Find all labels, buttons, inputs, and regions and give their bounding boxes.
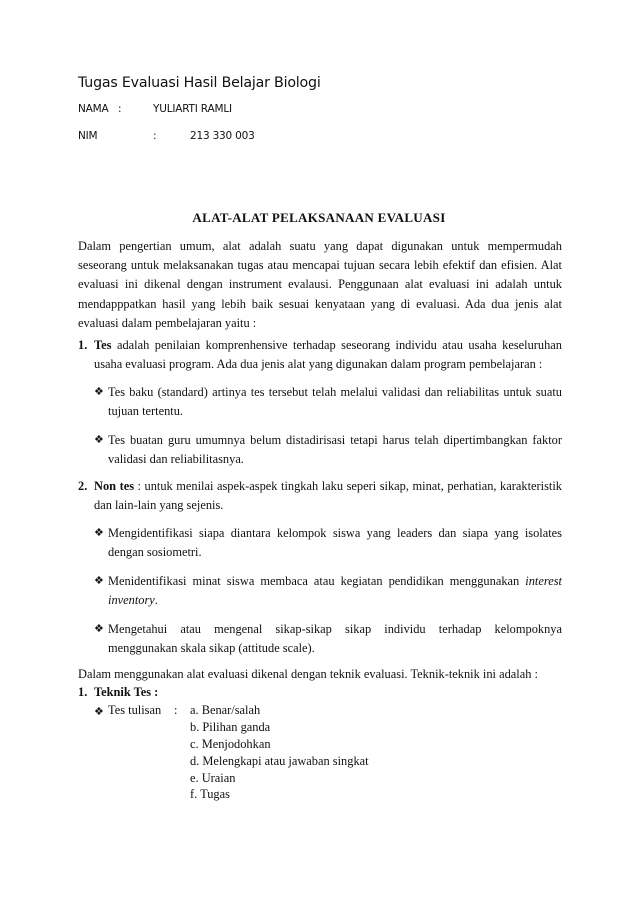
section-term: Tes	[94, 338, 112, 352]
section-term: Non tes	[94, 479, 135, 493]
section-body	[94, 336, 562, 374]
section-non-tes	[78, 477, 562, 515]
bullet-text: Mengetahui atau mengenal sikap-sikap sikap individu terhadap kelompoknya menggunakan skala sikap (attitude scale).	[108, 622, 562, 656]
section-tes	[78, 336, 562, 374]
nim-value: 213 330 003	[190, 130, 255, 142]
intro-paragraph: Dalam pengertian umum, alat adalah suatu yang dapat digunakan untuk mempermudah seseorang untuk melaksanakan tugas atau mencapai tujuan secara lebih efektif dan efisien. Alat evaluasi ini dikenal dengan instrument evalausi. Penggunaan alat evaluasi ini adalah untuk mendapppatkan hasil yang lebih baik sesuai kenyataan yang di evaluasi. Ada dua jenis alat evaluasi dalam pembelajaran yaitu :	[78, 239, 562, 330]
section-number: 2.	[78, 479, 88, 493]
section-heading: ALAT-ALAT PELAKSANAAN EVALUASI	[192, 210, 446, 225]
nama-label: NAMA	[78, 103, 109, 115]
list-item: f. Tugas	[190, 787, 230, 801]
outro-paragraph: Dalam menggunakan alat evaluasi dikenal dengan teknik evaluasi. Teknik-teknik ini adalah :	[78, 667, 538, 681]
nama-value: YULIARTI RAMLI	[153, 103, 232, 115]
diamond-bullet-icon: ❖	[94, 434, 104, 446]
bullet-item	[94, 572, 562, 610]
tes-tulisan-colon: :	[174, 703, 178, 717]
section-text: : untuk menilai aspek-aspek tingkah laku seperi sikap, minat, perhatian, karakteristik dan lain-lain yang sejenis.	[94, 479, 562, 513]
bullet-item	[94, 524, 562, 562]
diamond-bullet-icon: ❖	[94, 386, 104, 398]
nama-colon: :	[118, 103, 122, 115]
document-title: Tugas Evaluasi Hasil Belajar Biologi	[78, 75, 321, 91]
diamond-bullet-icon: ❖	[94, 623, 104, 635]
list-item: e. Uraian	[190, 771, 236, 785]
bullet-text: Mengidentifikasi siapa diantara kelompok siswa yang leaders dan siapa yang isolates dengan sosiometri.	[108, 526, 562, 560]
list-item: c. Menjodohkan	[190, 737, 271, 751]
section-number: 1.	[78, 685, 88, 699]
nim-label: NIM	[78, 130, 98, 142]
section-body	[94, 477, 562, 515]
section-text: adalah penilaian komprenhensive terhadap seseorang individu atau usaha keseluruhan usaha evaluasi program. Ada dua jenis alat yang digunakan dalam program pembelajaran :	[94, 338, 562, 372]
bullet-text-italic: interest inventory	[108, 574, 562, 608]
teknik-tes-title: Teknik Tes :	[94, 685, 159, 699]
bullet-text: Tes baku (standard) artinya tes tersebut telah melalui validasi dan reliabilitas untuk suatu tujuan tertentu.	[108, 385, 562, 419]
list-item: d. Melengkapi atau jawaban singkat	[190, 754, 369, 768]
list-item: b. Pilihan ganda	[190, 720, 271, 734]
bullet-item	[94, 431, 562, 469]
section-number: 1.	[78, 338, 88, 352]
diamond-bullet-icon: ❖	[94, 575, 104, 587]
bullet-item	[94, 620, 562, 658]
bullet-text-end: .	[154, 593, 158, 608]
nim-colon: :	[153, 130, 157, 142]
diamond-bullet-icon: ❖	[94, 527, 104, 539]
diamond-bullet-icon: ❖	[94, 706, 104, 718]
bullet-text-part: Menidentifikasi minat siswa membaca atau kegiatan pendidikan menggunakan	[108, 574, 526, 588]
bullet-text	[108, 572, 562, 610]
list-item: a. Benar/salah	[190, 703, 261, 717]
tes-tulisan-label: Tes tulisan	[108, 703, 162, 717]
bullet-text: Tes buatan guru umumnya belum distadirisasi tetapi harus telah dipertimbangkan faktor validasi dan reliabilitasnya.	[108, 433, 562, 467]
bullet-item	[94, 383, 562, 421]
